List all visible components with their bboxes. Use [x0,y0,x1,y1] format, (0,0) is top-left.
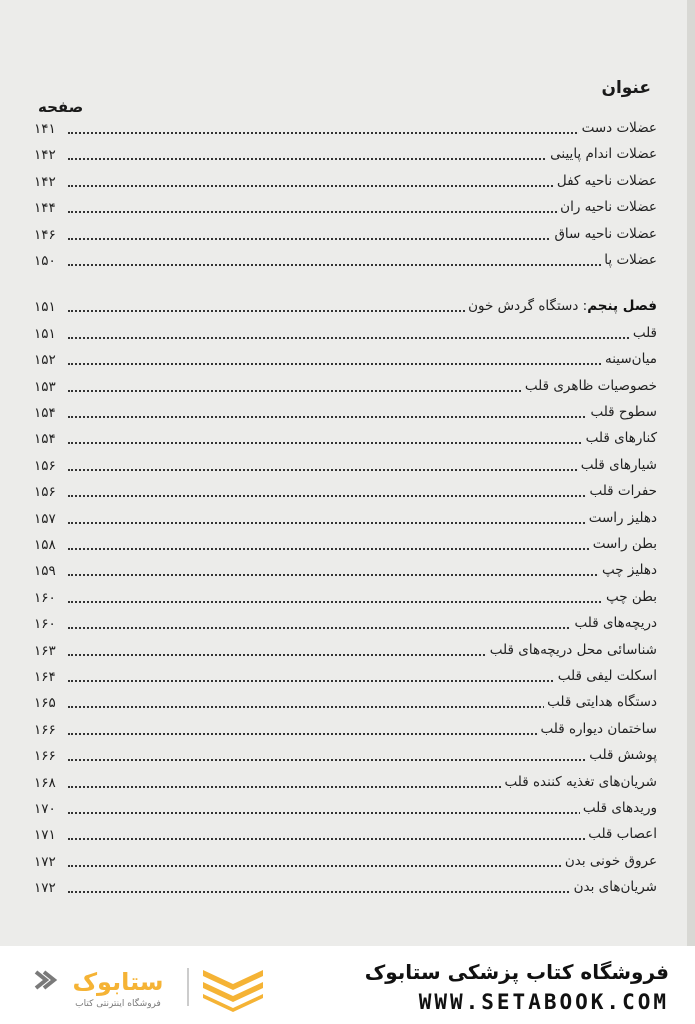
toc-entry [34,114,657,138]
toc-page-number: ۱۵۹ [34,563,56,580]
chapter-title: : دستگاه گردش خون [468,298,588,315]
toc-page-number: ۱۶۳ [34,642,56,659]
toc-page-number: ۱۵۳ [34,378,56,395]
toc-entry [34,220,657,244]
toc-entry [34,424,657,448]
toc-entry-label: اعصاب قلب [585,826,657,842]
toc-entry-label: شیارهای قلب [578,457,657,473]
toc-entry-label: عضلات اندام پایینی [547,146,657,162]
toc-page-number: ۱۷۲ [34,880,56,897]
toc-page-number: ۱۶۸ [34,774,56,791]
toc-entry [34,246,657,270]
toc-entry-label: عروق خونی بدن [562,853,657,869]
toc-entry-label: دریچه‌های قلب [571,615,657,631]
dot-leader [68,574,657,576]
toc-page-number: ۱۴۲ [34,147,56,164]
toc-entry [34,715,657,739]
dot-leader [68,264,657,266]
dot-leader [68,838,657,840]
toc-page-number: ۱۵۴ [34,431,56,448]
toc-page-number: ۱۶۶ [34,721,56,738]
toc-entry-label: شناسائی محل دریچه‌های قلب [487,642,657,658]
dot-leader [68,522,657,524]
dot-leader [68,469,657,471]
toc-page-number: ۱۶۴ [34,669,56,685]
toc-entry [34,847,657,871]
dot-leader [68,442,657,444]
setabook-logo [28,962,278,1012]
store-name: فروشگاه کتاب پزشکی ستابوک [364,960,669,984]
chapter-heading: فصل پنجم [587,298,657,315]
dot-leader [68,495,657,497]
toc-entry [34,193,657,217]
toc-page-number: ۱۷۱ [34,827,56,844]
toc-entry [34,741,657,765]
toc-entry [34,688,657,712]
logo-subtext: فروشگاه اینترنتی کتاب [75,999,161,1009]
toc-title-header: عنوان [601,78,651,98]
toc-page-number: ۱۵۶ [34,457,56,474]
toc-entry-label: عضلات ناحیه ران [557,199,657,215]
toc-entry-label: کنارهای قلب [583,430,657,446]
dot-leader [68,812,657,814]
logo-wordmark: ستابوک [72,968,164,996]
toc-page-number: ۱۵۰ [34,253,56,269]
toc-entry-label: عضلات ناحیه کفل [554,173,657,189]
dot-leader [68,337,657,339]
dot-leader [68,627,657,629]
toc-entry-label: ساختمان دیواره قلب [537,721,657,737]
toc-entry-label: سطوح قلب [587,404,657,420]
toc-entry-label: دستگاه هدایتی قلب [544,694,657,710]
toc-entry [34,583,657,607]
toc-page-number: ۱۶۵ [34,695,56,712]
toc-page-number: ۱۶۰ [34,616,56,633]
toc-entry [34,504,657,528]
store-url[interactable]: WWW.SETABOOK.COM [418,990,669,1014]
chevron-icons [36,972,54,988]
toc-entry-label: حفرات قلب [586,483,657,499]
toc-entry [34,768,657,792]
dot-leader [68,759,657,761]
toc-page-number: ۱۴۴ [34,200,56,217]
toc-page-header: صفحه [38,98,84,116]
dot-leader [68,601,657,603]
toc-page-number: ۱۵۷ [34,510,56,527]
toc-entry [34,345,657,369]
toc-entry [34,167,657,191]
dot-leader [68,363,657,365]
toc-page-number: ۱۵۸ [34,537,56,553]
toc-entry-label: پوشش قلب [586,747,657,763]
toc-page-number: ۱۶۶ [34,748,56,765]
toc-page-number: ۱۴۲ [34,173,56,190]
toc-page-number: ۱۶۰ [34,589,56,606]
toc-entry [34,530,657,554]
toc-entry-label: عضلات دست [579,120,657,136]
toc-entry [34,292,657,316]
toc-entry [34,662,657,686]
toc-page-number: ۱۵۴ [34,405,56,421]
toc-entry-label: عضلات پا [601,252,657,268]
toc-entry [34,372,657,396]
toc-entry-label: اسکلت لیفی قلب [555,668,657,684]
toc-entry-label: دهلیز چپ [599,562,657,578]
toc-entry [34,319,657,343]
dot-leader [68,416,657,418]
toc-entry-label: شریان‌های بدن [571,879,657,895]
toc-entry [34,140,657,164]
toc-page-number: ۱۷۰ [34,801,56,817]
toc-entry-label: دهلیز راست [586,510,657,526]
page-edge [687,0,695,946]
toc-entry [34,873,657,897]
toc-page-number: ۱۴۱ [34,121,56,137]
toc-entry-label: بطن چپ [603,589,657,605]
toc-entry-label [465,298,657,314]
dot-leader [68,891,657,893]
toc-page-number: ۱۵۶ [34,484,56,501]
toc-page-number: ۱۵۱ [34,299,56,316]
toc-page-number: ۱۵۲ [34,352,56,369]
toc-entry-label: شریان‌های تغذیه کننده قلب [502,774,657,790]
toc-entry [34,556,657,580]
toc-entry [34,636,657,660]
toc-entry-label: میان‌سینه [602,351,657,367]
toc-entry [34,820,657,844]
toc-entry [34,609,657,633]
toc-entry-label: وریدهای قلب [580,800,657,816]
store-banner [0,946,695,1024]
book-stack-icon [203,970,263,1012]
toc-page-number: ۱۷۲ [34,853,56,870]
toc-entry [34,398,657,422]
toc-entry-label: خصوصیات ظاهری قلب [522,378,657,394]
toc-entry-label: قلب [630,325,657,341]
dot-leader [68,548,657,550]
dot-leader [68,132,657,134]
toc-entry [34,794,657,818]
toc-entry-label: بطن راست [590,536,657,552]
toc-page-number: ۱۵۱ [34,325,56,342]
toc-entry-label: عضلات ناحیه ساق [551,226,657,242]
toc-entry [34,477,657,501]
toc-entry [34,451,657,475]
toc-page-number: ۱۴۶ [34,226,56,243]
